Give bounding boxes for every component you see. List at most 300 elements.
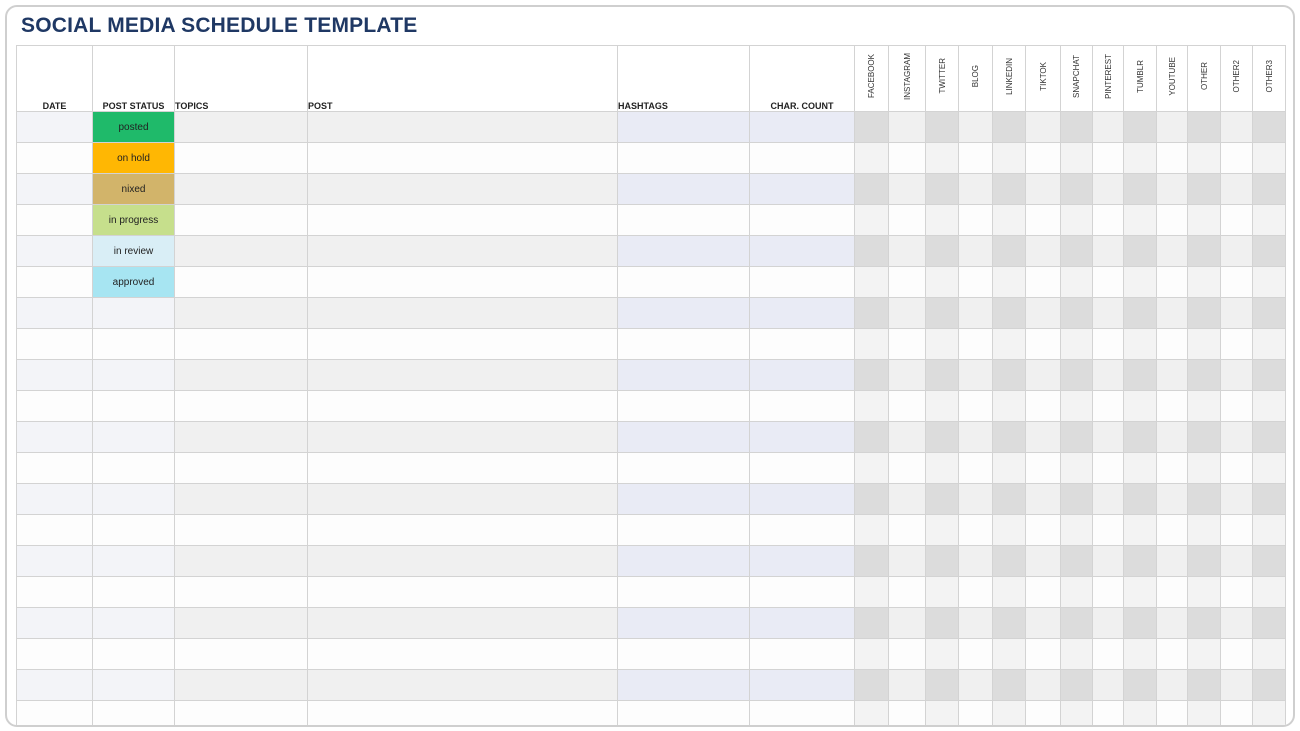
platform-cell-pinterest[interactable] xyxy=(1093,639,1124,670)
platform-cell-other2[interactable] xyxy=(1221,670,1253,701)
platform-cell-other[interactable] xyxy=(1188,298,1221,329)
platform-cell-snapchat[interactable] xyxy=(1061,360,1093,391)
platform-cell-other2[interactable] xyxy=(1221,515,1253,546)
platform-cell-other3[interactable] xyxy=(1253,639,1286,670)
platform-cell-tiktok[interactable] xyxy=(1026,174,1061,205)
hashtags-cell[interactable] xyxy=(618,608,750,639)
platform-cell-other3[interactable] xyxy=(1253,701,1286,728)
post-cell[interactable] xyxy=(308,205,618,236)
topics-cell[interactable] xyxy=(175,205,308,236)
platform-cell-instagram[interactable] xyxy=(889,515,926,546)
platform-cell-snapchat[interactable] xyxy=(1061,174,1093,205)
platform-cell-tumblr[interactable] xyxy=(1124,701,1157,728)
platform-cell-blog[interactable] xyxy=(959,670,993,701)
platform-cell-other[interactable] xyxy=(1188,205,1221,236)
platform-cell-facebook[interactable] xyxy=(855,360,889,391)
platform-cell-blog[interactable] xyxy=(959,267,993,298)
platform-cell-tiktok[interactable] xyxy=(1026,267,1061,298)
platform-cell-youtube[interactable] xyxy=(1157,329,1188,360)
platform-cell-youtube[interactable] xyxy=(1157,174,1188,205)
char-count-cell[interactable] xyxy=(750,422,855,453)
platform-cell-twitter[interactable] xyxy=(926,298,959,329)
post-cell[interactable] xyxy=(308,391,618,422)
date-cell[interactable] xyxy=(17,391,93,422)
platform-cell-instagram[interactable] xyxy=(889,608,926,639)
platform-cell-tumblr[interactable] xyxy=(1124,298,1157,329)
platform-cell-other2[interactable] xyxy=(1221,391,1253,422)
platform-cell-pinterest[interactable] xyxy=(1093,329,1124,360)
hashtags-cell[interactable] xyxy=(618,329,750,360)
platform-cell-other2[interactable] xyxy=(1221,143,1253,174)
platform-cell-youtube[interactable] xyxy=(1157,112,1188,143)
hashtags-cell[interactable] xyxy=(618,484,750,515)
platform-cell-twitter[interactable] xyxy=(926,546,959,577)
platform-cell-twitter[interactable] xyxy=(926,515,959,546)
platform-cell-pinterest[interactable] xyxy=(1093,236,1124,267)
hashtags-cell[interactable] xyxy=(618,360,750,391)
platform-cell-other2[interactable] xyxy=(1221,701,1253,728)
platform-cell-youtube[interactable] xyxy=(1157,670,1188,701)
platform-cell-blog[interactable] xyxy=(959,546,993,577)
platform-cell-tiktok[interactable] xyxy=(1026,298,1061,329)
platform-cell-linkedin[interactable] xyxy=(993,143,1026,174)
platform-cell-instagram[interactable] xyxy=(889,546,926,577)
post-cell[interactable] xyxy=(308,143,618,174)
topics-cell[interactable] xyxy=(175,174,308,205)
platform-cell-other3[interactable] xyxy=(1253,422,1286,453)
platform-cell-other2[interactable] xyxy=(1221,174,1253,205)
platform-cell-tumblr[interactable] xyxy=(1124,577,1157,608)
hashtags-cell[interactable] xyxy=(618,422,750,453)
platform-cell-pinterest[interactable] xyxy=(1093,360,1124,391)
platform-cell-tumblr[interactable] xyxy=(1124,329,1157,360)
topics-cell[interactable] xyxy=(175,143,308,174)
date-cell[interactable] xyxy=(17,112,93,143)
platform-cell-snapchat[interactable] xyxy=(1061,577,1093,608)
platform-cell-snapchat[interactable] xyxy=(1061,236,1093,267)
date-cell[interactable] xyxy=(17,329,93,360)
platform-cell-pinterest[interactable] xyxy=(1093,670,1124,701)
platform-cell-pinterest[interactable] xyxy=(1093,298,1124,329)
platform-cell-linkedin[interactable] xyxy=(993,360,1026,391)
char-count-cell[interactable] xyxy=(750,670,855,701)
platform-cell-pinterest[interactable] xyxy=(1093,453,1124,484)
platform-cell-facebook[interactable] xyxy=(855,329,889,360)
platform-cell-snapchat[interactable] xyxy=(1061,422,1093,453)
char-count-cell[interactable] xyxy=(750,329,855,360)
platform-cell-other[interactable] xyxy=(1188,608,1221,639)
platform-cell-facebook[interactable] xyxy=(855,639,889,670)
platform-cell-other3[interactable] xyxy=(1253,670,1286,701)
platform-cell-linkedin[interactable] xyxy=(993,329,1026,360)
char-count-cell[interactable] xyxy=(750,298,855,329)
platform-cell-instagram[interactable] xyxy=(889,484,926,515)
platform-cell-tumblr[interactable] xyxy=(1124,422,1157,453)
platform-cell-tumblr[interactable] xyxy=(1124,205,1157,236)
platform-cell-other[interactable] xyxy=(1188,639,1221,670)
platform-cell-tiktok[interactable] xyxy=(1026,360,1061,391)
platform-cell-tiktok[interactable] xyxy=(1026,205,1061,236)
platform-cell-linkedin[interactable] xyxy=(993,639,1026,670)
platform-cell-instagram[interactable] xyxy=(889,236,926,267)
platform-cell-snapchat[interactable] xyxy=(1061,298,1093,329)
platform-cell-linkedin[interactable] xyxy=(993,205,1026,236)
platform-cell-twitter[interactable] xyxy=(926,608,959,639)
platform-cell-snapchat[interactable] xyxy=(1061,112,1093,143)
platform-cell-other[interactable] xyxy=(1188,112,1221,143)
post-status-cell[interactable] xyxy=(93,422,175,453)
platform-cell-linkedin[interactable] xyxy=(993,174,1026,205)
date-cell[interactable] xyxy=(17,701,93,728)
hashtags-cell[interactable] xyxy=(618,205,750,236)
date-cell[interactable] xyxy=(17,298,93,329)
platform-cell-other3[interactable] xyxy=(1253,391,1286,422)
post-cell[interactable] xyxy=(308,639,618,670)
platform-cell-twitter[interactable] xyxy=(926,391,959,422)
platform-cell-youtube[interactable] xyxy=(1157,515,1188,546)
platform-cell-linkedin[interactable] xyxy=(993,298,1026,329)
platform-cell-snapchat[interactable] xyxy=(1061,546,1093,577)
platform-cell-youtube[interactable] xyxy=(1157,236,1188,267)
platform-cell-blog[interactable] xyxy=(959,577,993,608)
platform-cell-snapchat[interactable] xyxy=(1061,608,1093,639)
post-status-cell[interactable]: approved xyxy=(93,267,175,298)
platform-cell-snapchat[interactable] xyxy=(1061,639,1093,670)
platform-cell-tiktok[interactable] xyxy=(1026,608,1061,639)
post-status-cell[interactable] xyxy=(93,484,175,515)
platform-cell-tiktok[interactable] xyxy=(1026,639,1061,670)
char-count-cell[interactable] xyxy=(750,391,855,422)
topics-cell[interactable] xyxy=(175,298,308,329)
char-count-cell[interactable] xyxy=(750,515,855,546)
platform-cell-other2[interactable] xyxy=(1221,236,1253,267)
platform-cell-blog[interactable] xyxy=(959,360,993,391)
platform-cell-twitter[interactable] xyxy=(926,143,959,174)
hashtags-cell[interactable] xyxy=(618,236,750,267)
post-cell[interactable] xyxy=(308,670,618,701)
platform-cell-other3[interactable] xyxy=(1253,360,1286,391)
platform-cell-instagram[interactable] xyxy=(889,174,926,205)
platform-cell-other[interactable] xyxy=(1188,577,1221,608)
platform-cell-other3[interactable] xyxy=(1253,267,1286,298)
post-status-cell[interactable] xyxy=(93,701,175,728)
platform-cell-instagram[interactable] xyxy=(889,639,926,670)
platform-cell-linkedin[interactable] xyxy=(993,267,1026,298)
platform-cell-twitter[interactable] xyxy=(926,174,959,205)
date-cell[interactable] xyxy=(17,267,93,298)
platform-cell-other3[interactable] xyxy=(1253,546,1286,577)
platform-cell-facebook[interactable] xyxy=(855,670,889,701)
date-cell[interactable] xyxy=(17,577,93,608)
platform-cell-youtube[interactable] xyxy=(1157,298,1188,329)
platform-cell-pinterest[interactable] xyxy=(1093,174,1124,205)
platform-cell-tiktok[interactable] xyxy=(1026,453,1061,484)
platform-cell-linkedin[interactable] xyxy=(993,391,1026,422)
platform-cell-youtube[interactable] xyxy=(1157,143,1188,174)
platform-cell-facebook[interactable] xyxy=(855,298,889,329)
platform-cell-facebook[interactable] xyxy=(855,205,889,236)
platform-cell-pinterest[interactable] xyxy=(1093,546,1124,577)
platform-cell-other[interactable] xyxy=(1188,391,1221,422)
platform-cell-twitter[interactable] xyxy=(926,670,959,701)
date-cell[interactable] xyxy=(17,422,93,453)
platform-cell-snapchat[interactable] xyxy=(1061,143,1093,174)
hashtags-cell[interactable] xyxy=(618,174,750,205)
platform-cell-blog[interactable] xyxy=(959,329,993,360)
platform-cell-other2[interactable] xyxy=(1221,329,1253,360)
platform-cell-other[interactable] xyxy=(1188,174,1221,205)
hashtags-cell[interactable] xyxy=(618,143,750,174)
platform-cell-tiktok[interactable] xyxy=(1026,515,1061,546)
platform-cell-other[interactable] xyxy=(1188,515,1221,546)
post-status-cell[interactable]: posted xyxy=(93,112,175,143)
platform-cell-tumblr[interactable] xyxy=(1124,236,1157,267)
date-cell[interactable] xyxy=(17,453,93,484)
platform-cell-other[interactable] xyxy=(1188,329,1221,360)
platform-cell-twitter[interactable] xyxy=(926,329,959,360)
platform-cell-tumblr[interactable] xyxy=(1124,484,1157,515)
platform-cell-blog[interactable] xyxy=(959,205,993,236)
platform-cell-other2[interactable] xyxy=(1221,422,1253,453)
platform-cell-other3[interactable] xyxy=(1253,515,1286,546)
platform-cell-other[interactable] xyxy=(1188,453,1221,484)
hashtags-cell[interactable] xyxy=(618,453,750,484)
post-cell[interactable] xyxy=(308,515,618,546)
platform-cell-other2[interactable] xyxy=(1221,484,1253,515)
platform-cell-blog[interactable] xyxy=(959,143,993,174)
platform-cell-linkedin[interactable] xyxy=(993,546,1026,577)
platform-cell-linkedin[interactable] xyxy=(993,670,1026,701)
platform-cell-other[interactable] xyxy=(1188,236,1221,267)
platform-cell-other2[interactable] xyxy=(1221,639,1253,670)
platform-cell-youtube[interactable] xyxy=(1157,484,1188,515)
post-status-cell[interactable] xyxy=(93,608,175,639)
platform-cell-other2[interactable] xyxy=(1221,112,1253,143)
platform-cell-youtube[interactable] xyxy=(1157,205,1188,236)
platform-cell-linkedin[interactable] xyxy=(993,515,1026,546)
platform-cell-pinterest[interactable] xyxy=(1093,391,1124,422)
post-status-cell[interactable] xyxy=(93,515,175,546)
topics-cell[interactable] xyxy=(175,484,308,515)
platform-cell-snapchat[interactable] xyxy=(1061,515,1093,546)
platform-cell-pinterest[interactable] xyxy=(1093,112,1124,143)
post-status-cell[interactable] xyxy=(93,546,175,577)
platform-cell-other3[interactable] xyxy=(1253,112,1286,143)
platform-cell-twitter[interactable] xyxy=(926,360,959,391)
topics-cell[interactable] xyxy=(175,670,308,701)
platform-cell-other3[interactable] xyxy=(1253,143,1286,174)
platform-cell-facebook[interactable] xyxy=(855,577,889,608)
post-cell[interactable] xyxy=(308,701,618,728)
platform-cell-tumblr[interactable] xyxy=(1124,143,1157,174)
platform-cell-instagram[interactable] xyxy=(889,205,926,236)
platform-cell-blog[interactable] xyxy=(959,515,993,546)
post-status-cell[interactable]: on hold xyxy=(93,143,175,174)
platform-cell-other2[interactable] xyxy=(1221,546,1253,577)
post-status-cell[interactable] xyxy=(93,329,175,360)
date-cell[interactable] xyxy=(17,174,93,205)
char-count-cell[interactable] xyxy=(750,236,855,267)
topics-cell[interactable] xyxy=(175,577,308,608)
platform-cell-other[interactable] xyxy=(1188,422,1221,453)
platform-cell-youtube[interactable] xyxy=(1157,577,1188,608)
topics-cell[interactable] xyxy=(175,515,308,546)
platform-cell-pinterest[interactable] xyxy=(1093,205,1124,236)
date-cell[interactable] xyxy=(17,205,93,236)
hashtags-cell[interactable] xyxy=(618,112,750,143)
platform-cell-twitter[interactable] xyxy=(926,701,959,728)
hashtags-cell[interactable] xyxy=(618,639,750,670)
platform-cell-other[interactable] xyxy=(1188,484,1221,515)
platform-cell-snapchat[interactable] xyxy=(1061,329,1093,360)
platform-cell-snapchat[interactable] xyxy=(1061,484,1093,515)
platform-cell-blog[interactable] xyxy=(959,639,993,670)
topics-cell[interactable] xyxy=(175,236,308,267)
platform-cell-other2[interactable] xyxy=(1221,453,1253,484)
platform-cell-twitter[interactable] xyxy=(926,639,959,670)
platform-cell-tiktok[interactable] xyxy=(1026,112,1061,143)
hashtags-cell[interactable] xyxy=(618,515,750,546)
platform-cell-facebook[interactable] xyxy=(855,391,889,422)
platform-cell-tiktok[interactable] xyxy=(1026,577,1061,608)
topics-cell[interactable] xyxy=(175,391,308,422)
platform-cell-snapchat[interactable] xyxy=(1061,701,1093,728)
post-status-cell[interactable]: nixed xyxy=(93,174,175,205)
platform-cell-snapchat[interactable] xyxy=(1061,267,1093,298)
platform-cell-instagram[interactable] xyxy=(889,329,926,360)
platform-cell-tumblr[interactable] xyxy=(1124,670,1157,701)
platform-cell-pinterest[interactable] xyxy=(1093,267,1124,298)
platform-cell-tiktok[interactable] xyxy=(1026,546,1061,577)
platform-cell-facebook[interactable] xyxy=(855,143,889,174)
post-status-cell[interactable] xyxy=(93,639,175,670)
platform-cell-twitter[interactable] xyxy=(926,112,959,143)
platform-cell-blog[interactable] xyxy=(959,298,993,329)
post-cell[interactable] xyxy=(308,267,618,298)
platform-cell-linkedin[interactable] xyxy=(993,422,1026,453)
platform-cell-youtube[interactable] xyxy=(1157,639,1188,670)
topics-cell[interactable] xyxy=(175,453,308,484)
platform-cell-youtube[interactable] xyxy=(1157,391,1188,422)
topics-cell[interactable] xyxy=(175,608,308,639)
platform-cell-facebook[interactable] xyxy=(855,484,889,515)
topics-cell[interactable] xyxy=(175,422,308,453)
platform-cell-youtube[interactable] xyxy=(1157,453,1188,484)
platform-cell-youtube[interactable] xyxy=(1157,267,1188,298)
date-cell[interactable] xyxy=(17,236,93,267)
platform-cell-snapchat[interactable] xyxy=(1061,391,1093,422)
post-status-cell[interactable] xyxy=(93,453,175,484)
platform-cell-tiktok[interactable] xyxy=(1026,143,1061,174)
platform-cell-tumblr[interactable] xyxy=(1124,546,1157,577)
char-count-cell[interactable] xyxy=(750,112,855,143)
platform-cell-other3[interactable] xyxy=(1253,205,1286,236)
platform-cell-tumblr[interactable] xyxy=(1124,639,1157,670)
platform-cell-youtube[interactable] xyxy=(1157,608,1188,639)
platform-cell-other3[interactable] xyxy=(1253,484,1286,515)
platform-cell-snapchat[interactable] xyxy=(1061,205,1093,236)
platform-cell-linkedin[interactable] xyxy=(993,608,1026,639)
char-count-cell[interactable] xyxy=(750,577,855,608)
platform-cell-facebook[interactable] xyxy=(855,267,889,298)
platform-cell-tumblr[interactable] xyxy=(1124,608,1157,639)
platform-cell-tumblr[interactable] xyxy=(1124,515,1157,546)
platform-cell-instagram[interactable] xyxy=(889,453,926,484)
char-count-cell[interactable] xyxy=(750,546,855,577)
platform-cell-twitter[interactable] xyxy=(926,484,959,515)
hashtags-cell[interactable] xyxy=(618,546,750,577)
platform-cell-instagram[interactable] xyxy=(889,422,926,453)
platform-cell-youtube[interactable] xyxy=(1157,360,1188,391)
char-count-cell[interactable] xyxy=(750,608,855,639)
platform-cell-linkedin[interactable] xyxy=(993,236,1026,267)
platform-cell-other[interactable] xyxy=(1188,143,1221,174)
post-status-cell[interactable] xyxy=(93,298,175,329)
platform-cell-pinterest[interactable] xyxy=(1093,422,1124,453)
platform-cell-twitter[interactable] xyxy=(926,205,959,236)
platform-cell-linkedin[interactable] xyxy=(993,112,1026,143)
date-cell[interactable] xyxy=(17,670,93,701)
char-count-cell[interactable] xyxy=(750,639,855,670)
char-count-cell[interactable] xyxy=(750,267,855,298)
post-cell[interactable] xyxy=(308,546,618,577)
platform-cell-pinterest[interactable] xyxy=(1093,484,1124,515)
platform-cell-tiktok[interactable] xyxy=(1026,484,1061,515)
platform-cell-other3[interactable] xyxy=(1253,329,1286,360)
platform-cell-blog[interactable] xyxy=(959,112,993,143)
topics-cell[interactable] xyxy=(175,639,308,670)
post-status-cell[interactable] xyxy=(93,391,175,422)
char-count-cell[interactable] xyxy=(750,701,855,728)
platform-cell-facebook[interactable] xyxy=(855,515,889,546)
platform-cell-other3[interactable] xyxy=(1253,174,1286,205)
platform-cell-other3[interactable] xyxy=(1253,577,1286,608)
date-cell[interactable] xyxy=(17,639,93,670)
platform-cell-tumblr[interactable] xyxy=(1124,453,1157,484)
platform-cell-facebook[interactable] xyxy=(855,236,889,267)
platform-cell-tiktok[interactable] xyxy=(1026,670,1061,701)
hashtags-cell[interactable] xyxy=(618,267,750,298)
hashtags-cell[interactable] xyxy=(618,577,750,608)
platform-cell-blog[interactable] xyxy=(959,701,993,728)
platform-cell-other2[interactable] xyxy=(1221,577,1253,608)
platform-cell-other2[interactable] xyxy=(1221,360,1253,391)
platform-cell-twitter[interactable] xyxy=(926,422,959,453)
platform-cell-blog[interactable] xyxy=(959,484,993,515)
platform-cell-tumblr[interactable] xyxy=(1124,360,1157,391)
platform-cell-facebook[interactable] xyxy=(855,701,889,728)
platform-cell-instagram[interactable] xyxy=(889,112,926,143)
platform-cell-pinterest[interactable] xyxy=(1093,143,1124,174)
topics-cell[interactable] xyxy=(175,360,308,391)
platform-cell-snapchat[interactable] xyxy=(1061,670,1093,701)
platform-cell-other2[interactable] xyxy=(1221,205,1253,236)
topics-cell[interactable] xyxy=(175,701,308,728)
platform-cell-other[interactable] xyxy=(1188,546,1221,577)
platform-cell-linkedin[interactable] xyxy=(993,577,1026,608)
post-cell[interactable] xyxy=(308,236,618,267)
platform-cell-other3[interactable] xyxy=(1253,236,1286,267)
platform-cell-instagram[interactable] xyxy=(889,670,926,701)
char-count-cell[interactable] xyxy=(750,143,855,174)
post-cell[interactable] xyxy=(308,577,618,608)
date-cell[interactable] xyxy=(17,546,93,577)
platform-cell-other[interactable] xyxy=(1188,267,1221,298)
platform-cell-other[interactable] xyxy=(1188,360,1221,391)
char-count-cell[interactable] xyxy=(750,484,855,515)
platform-cell-other2[interactable] xyxy=(1221,608,1253,639)
platform-cell-blog[interactable] xyxy=(959,174,993,205)
